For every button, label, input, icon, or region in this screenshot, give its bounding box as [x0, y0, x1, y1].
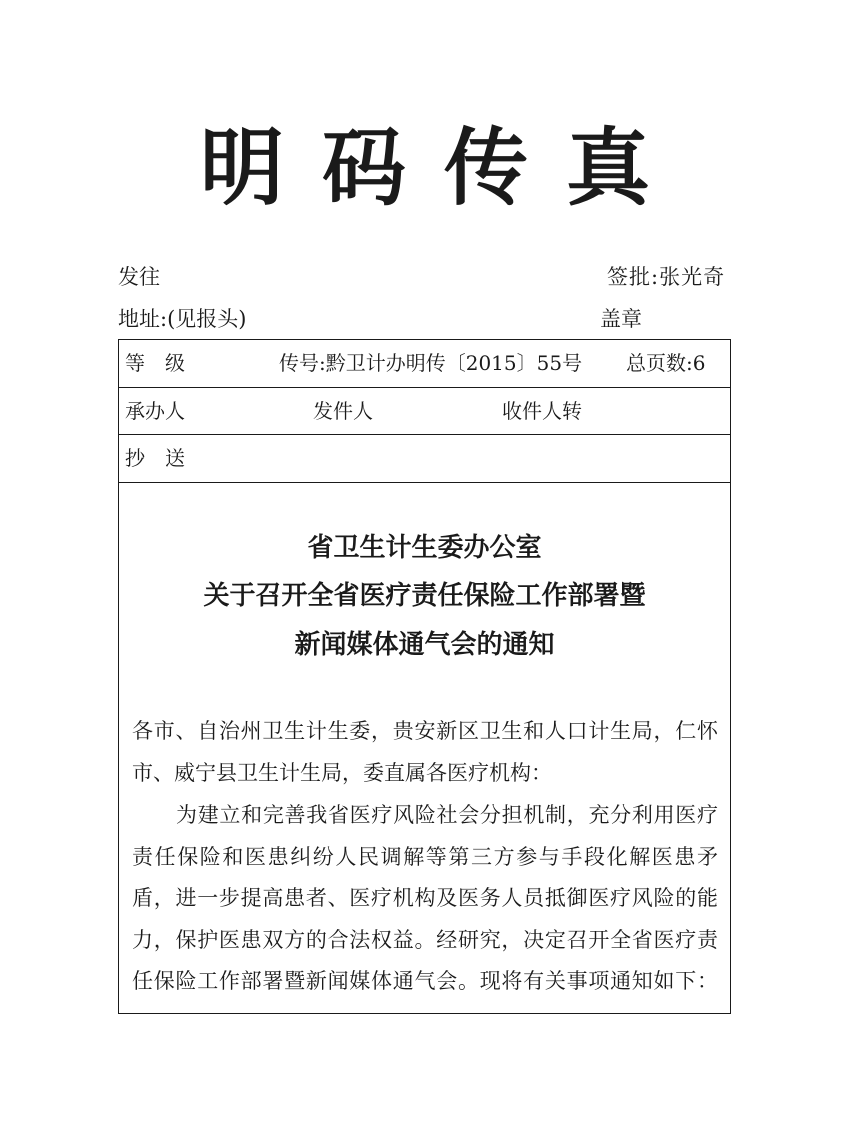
- fax-title: 明码传真: [199, 118, 688, 217]
- body-line: 力，保护医患双方的合法权益。经研究，决定召开全省医疗责: [132, 928, 718, 952]
- send-to-label: 发往: [118, 265, 160, 289]
- form-row-level: [119, 340, 730, 388]
- total-pages: 总页数:6: [626, 351, 706, 375]
- document-title-line: 新闻媒体通气会的通知: [294, 630, 555, 660]
- body-line: 责任保险和医患纠纷人民调解等第三方参与手段化解医患矛: [132, 845, 718, 869]
- form-row-cc: [119, 435, 730, 483]
- body-line: 为建立和完善我省医疗风险社会分担机制，充分利用医疗: [176, 803, 718, 827]
- seal-label: 盖章: [600, 307, 642, 331]
- body-line: 任保险工作部署暨新闻媒体通气会。现将有关事项通知如下：: [132, 969, 718, 993]
- cc-label: 抄 送: [125, 446, 185, 470]
- body-line: 盾，进一步提高患者、医疗机构及医务人员抵御医疗风险的能: [132, 886, 718, 910]
- body-line: 各市、自治州卫生计生委，贵安新区卫生和人口计生局，仁怀: [132, 719, 718, 743]
- receiver-label: 收件人转: [502, 399, 582, 423]
- fax-form-frame: [118, 339, 731, 1014]
- document-title-line: 省卫生计生委办公室: [307, 533, 542, 563]
- document-title-line: 关于召开全省医疗责任保险工作部署暨: [203, 581, 646, 611]
- body-line: 市、威宁县卫生计生局，委直属各医疗机构：: [132, 761, 552, 785]
- approver-label: 签批:张光奇: [607, 265, 726, 289]
- fax-number: 传号:黔卫计办明传〔2015〕55号: [279, 351, 583, 375]
- level-label: 等 级: [125, 351, 185, 375]
- handler-label: 承办人: [125, 399, 185, 423]
- address-label: 地址:(见报头): [118, 307, 247, 331]
- sender-label: 发件人: [313, 399, 373, 423]
- form-row-people: [119, 388, 730, 435]
